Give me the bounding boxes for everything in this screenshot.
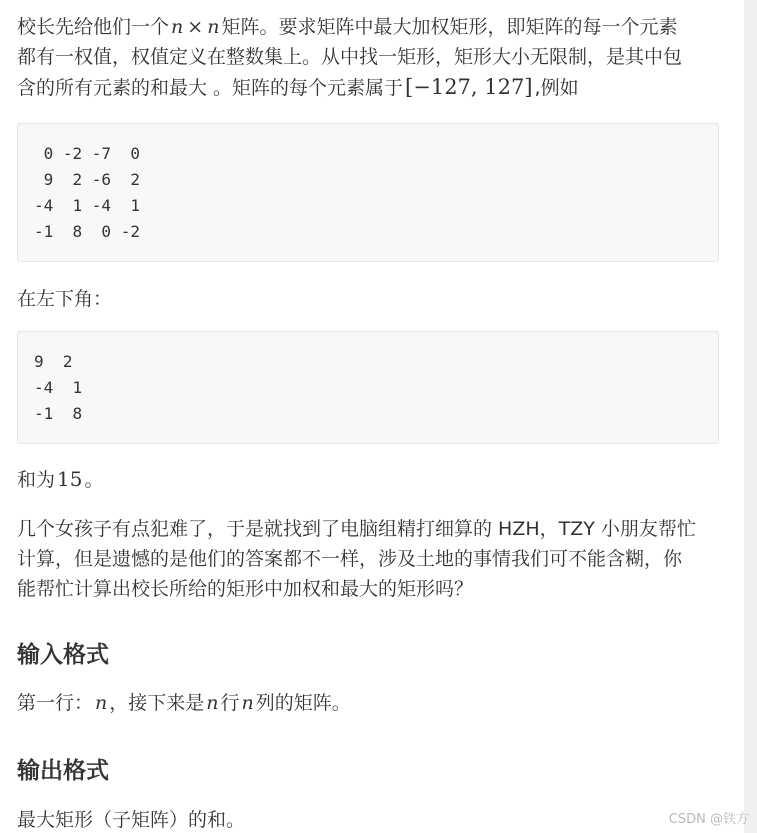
sum-suffix: 。 (84, 469, 104, 491)
matrix-row: 0 -2 -7 0 (34, 144, 140, 163)
math-n: n (171, 16, 184, 38)
intro-text: 校长先给他们一个 (17, 16, 170, 38)
output-format-text: 最大矩形（子矩阵）的和。 (17, 809, 246, 831)
math-n: n (95, 692, 108, 714)
sub-matrix-block (17, 331, 719, 444)
input-text: 列的矩阵。 (255, 692, 351, 714)
story-line: 计算，但是遗憾的是他们的答案都不一样，涉及土地的事情我们可不能含糊，你 (17, 548, 683, 570)
math-n: n (207, 16, 220, 38)
math-sum-value: 15 (57, 467, 83, 491)
output-format-heading: 输出格式 (17, 758, 109, 784)
math-n: n (241, 692, 254, 714)
matrix-row: -1 8 (34, 404, 83, 423)
intro-line-3 (17, 72, 719, 103)
story-line: 几个女孩子有点犯难了，于是就找到了电脑组精打细算的 HZH，TZY 小朋友帮忙 (17, 518, 696, 540)
input-text: 行 (220, 692, 240, 714)
input-format-heading: 输入格式 (17, 642, 109, 668)
intro-text: 都有一权值，权值定义在整数集上。从中找一矩形，矩形大小无限制，是其中包 (17, 46, 683, 68)
corner-label: 在左下角： (17, 288, 113, 310)
csdn-watermark: CSDN @铁方 (668, 812, 749, 827)
intro-text: 含的所有元素的和最大 。矩阵的每个元素属于 (17, 77, 404, 99)
math-n: n (206, 692, 219, 714)
input-text: 第一行： (17, 692, 94, 714)
intro-text: ,例如 (534, 77, 579, 99)
story-paragraph (17, 514, 719, 604)
intro-paragraph (17, 12, 719, 103)
input-text: ，接下来是 (109, 692, 205, 714)
intro-text: 矩阵。要求矩阵中最大加权矩形，即矩阵的每一个元素 (221, 16, 678, 38)
story-line: 能帮忙计算出校长所给的矩形中加权和最大的矩形吗？ (17, 578, 474, 600)
matrix-row: 9 2 -6 2 (34, 170, 140, 189)
input-format-text (17, 688, 351, 718)
sum-prefix: 和为 (17, 469, 56, 491)
matrix-row: -1 8 0 -2 (34, 222, 140, 241)
matrix-row: -4 1 -4 1 (34, 196, 140, 215)
math-times: × (187, 16, 204, 38)
sample-matrix-block (17, 123, 719, 262)
sum-line (17, 464, 103, 495)
matrix-row: -4 1 (34, 378, 83, 397)
intro-line-1 (17, 12, 719, 42)
math-range: [−127, 127] (405, 75, 533, 99)
scrollbar-track[interactable] (744, 0, 757, 833)
matrix-row: 9 2 (34, 352, 73, 371)
intro-line-2 (17, 42, 719, 72)
